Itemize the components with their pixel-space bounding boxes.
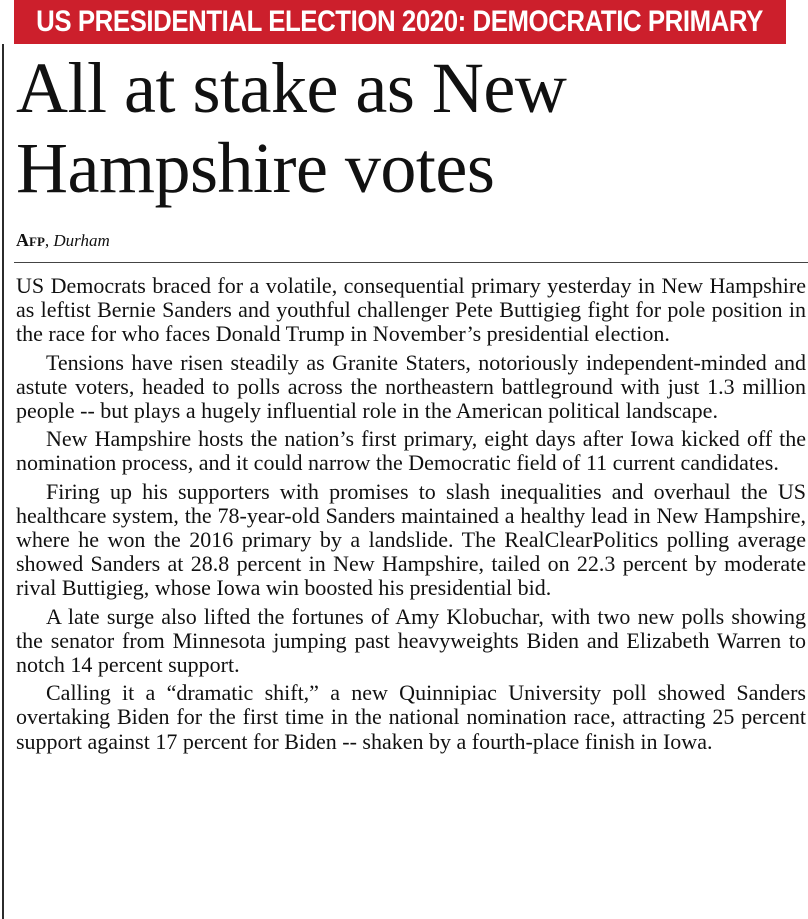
article-headline: All at stake as New Hampshire votes: [16, 48, 567, 208]
byline-divider: [14, 262, 808, 263]
byline-dateline: Durham: [53, 231, 110, 250]
byline: [16, 230, 110, 251]
article-paragraph: Firing up his supporters with promises to slash inequalities and overhaul the US healthcare system, the 78-year-old Sanders maintained a healthy lead in New Hampshire, where he won the 2016 primary by a landslide. The RealClearPolitics polling average showed Sanders at 28.8 percent in New Hampshire, tailed on 22.3 percent by moderate rival Buttigieg, whose Iowa win boosted his presidential bid.: [16, 478, 806, 601]
article-paragraph: US Democrats braced for a volatile, consequential primary yesterday in New Hampshire as leftist Bernie Sanders and youthful challenger Pete Buttigieg fight for pole position in the race for who faces Donald Trump in November’s presidential election.: [16, 273, 806, 347]
article-body: [16, 274, 806, 754]
section-kicker: US PRESIDENTIAL ELECTION 2020: DEMOCRATIC PRIMARY: [36, 5, 764, 38]
article-paragraph: Calling it a “dramatic shift,” a new Quinnipiac University poll showed Sanders overtaking Biden for the first time in the national nomination race, attracting 25 percent support against 17 percent for Biden -- shaken by a fourth-place finish in Iowa.: [16, 680, 806, 754]
byline-agency: Afp: [16, 230, 45, 250]
column-rule: [2, 44, 4, 919]
article-paragraph: A late surge also lifted the fortunes of Amy Klobuchar, with two new polls showing the senator from Minnesota jumping past heavyweights Biden and Elizabeth Warren to notch 14 percent support.: [16, 603, 806, 678]
article-paragraph: New Hampshire hosts the nation’s first primary, eight days after Iowa kicked off the nomination process, and it could narrow the Democratic field of 11 current candidates.: [16, 426, 806, 476]
article-paragraph: Tensions have risen steadily as Granite Staters, notoriously independent-minded and astute voters, headed to polls across the northeastern battleground with just 1.3 million people -- but plays a hugely influential role in the American political landscape.: [16, 349, 806, 424]
byline-separator: ,: [44, 231, 50, 250]
section-kicker-bar: [14, 0, 786, 44]
